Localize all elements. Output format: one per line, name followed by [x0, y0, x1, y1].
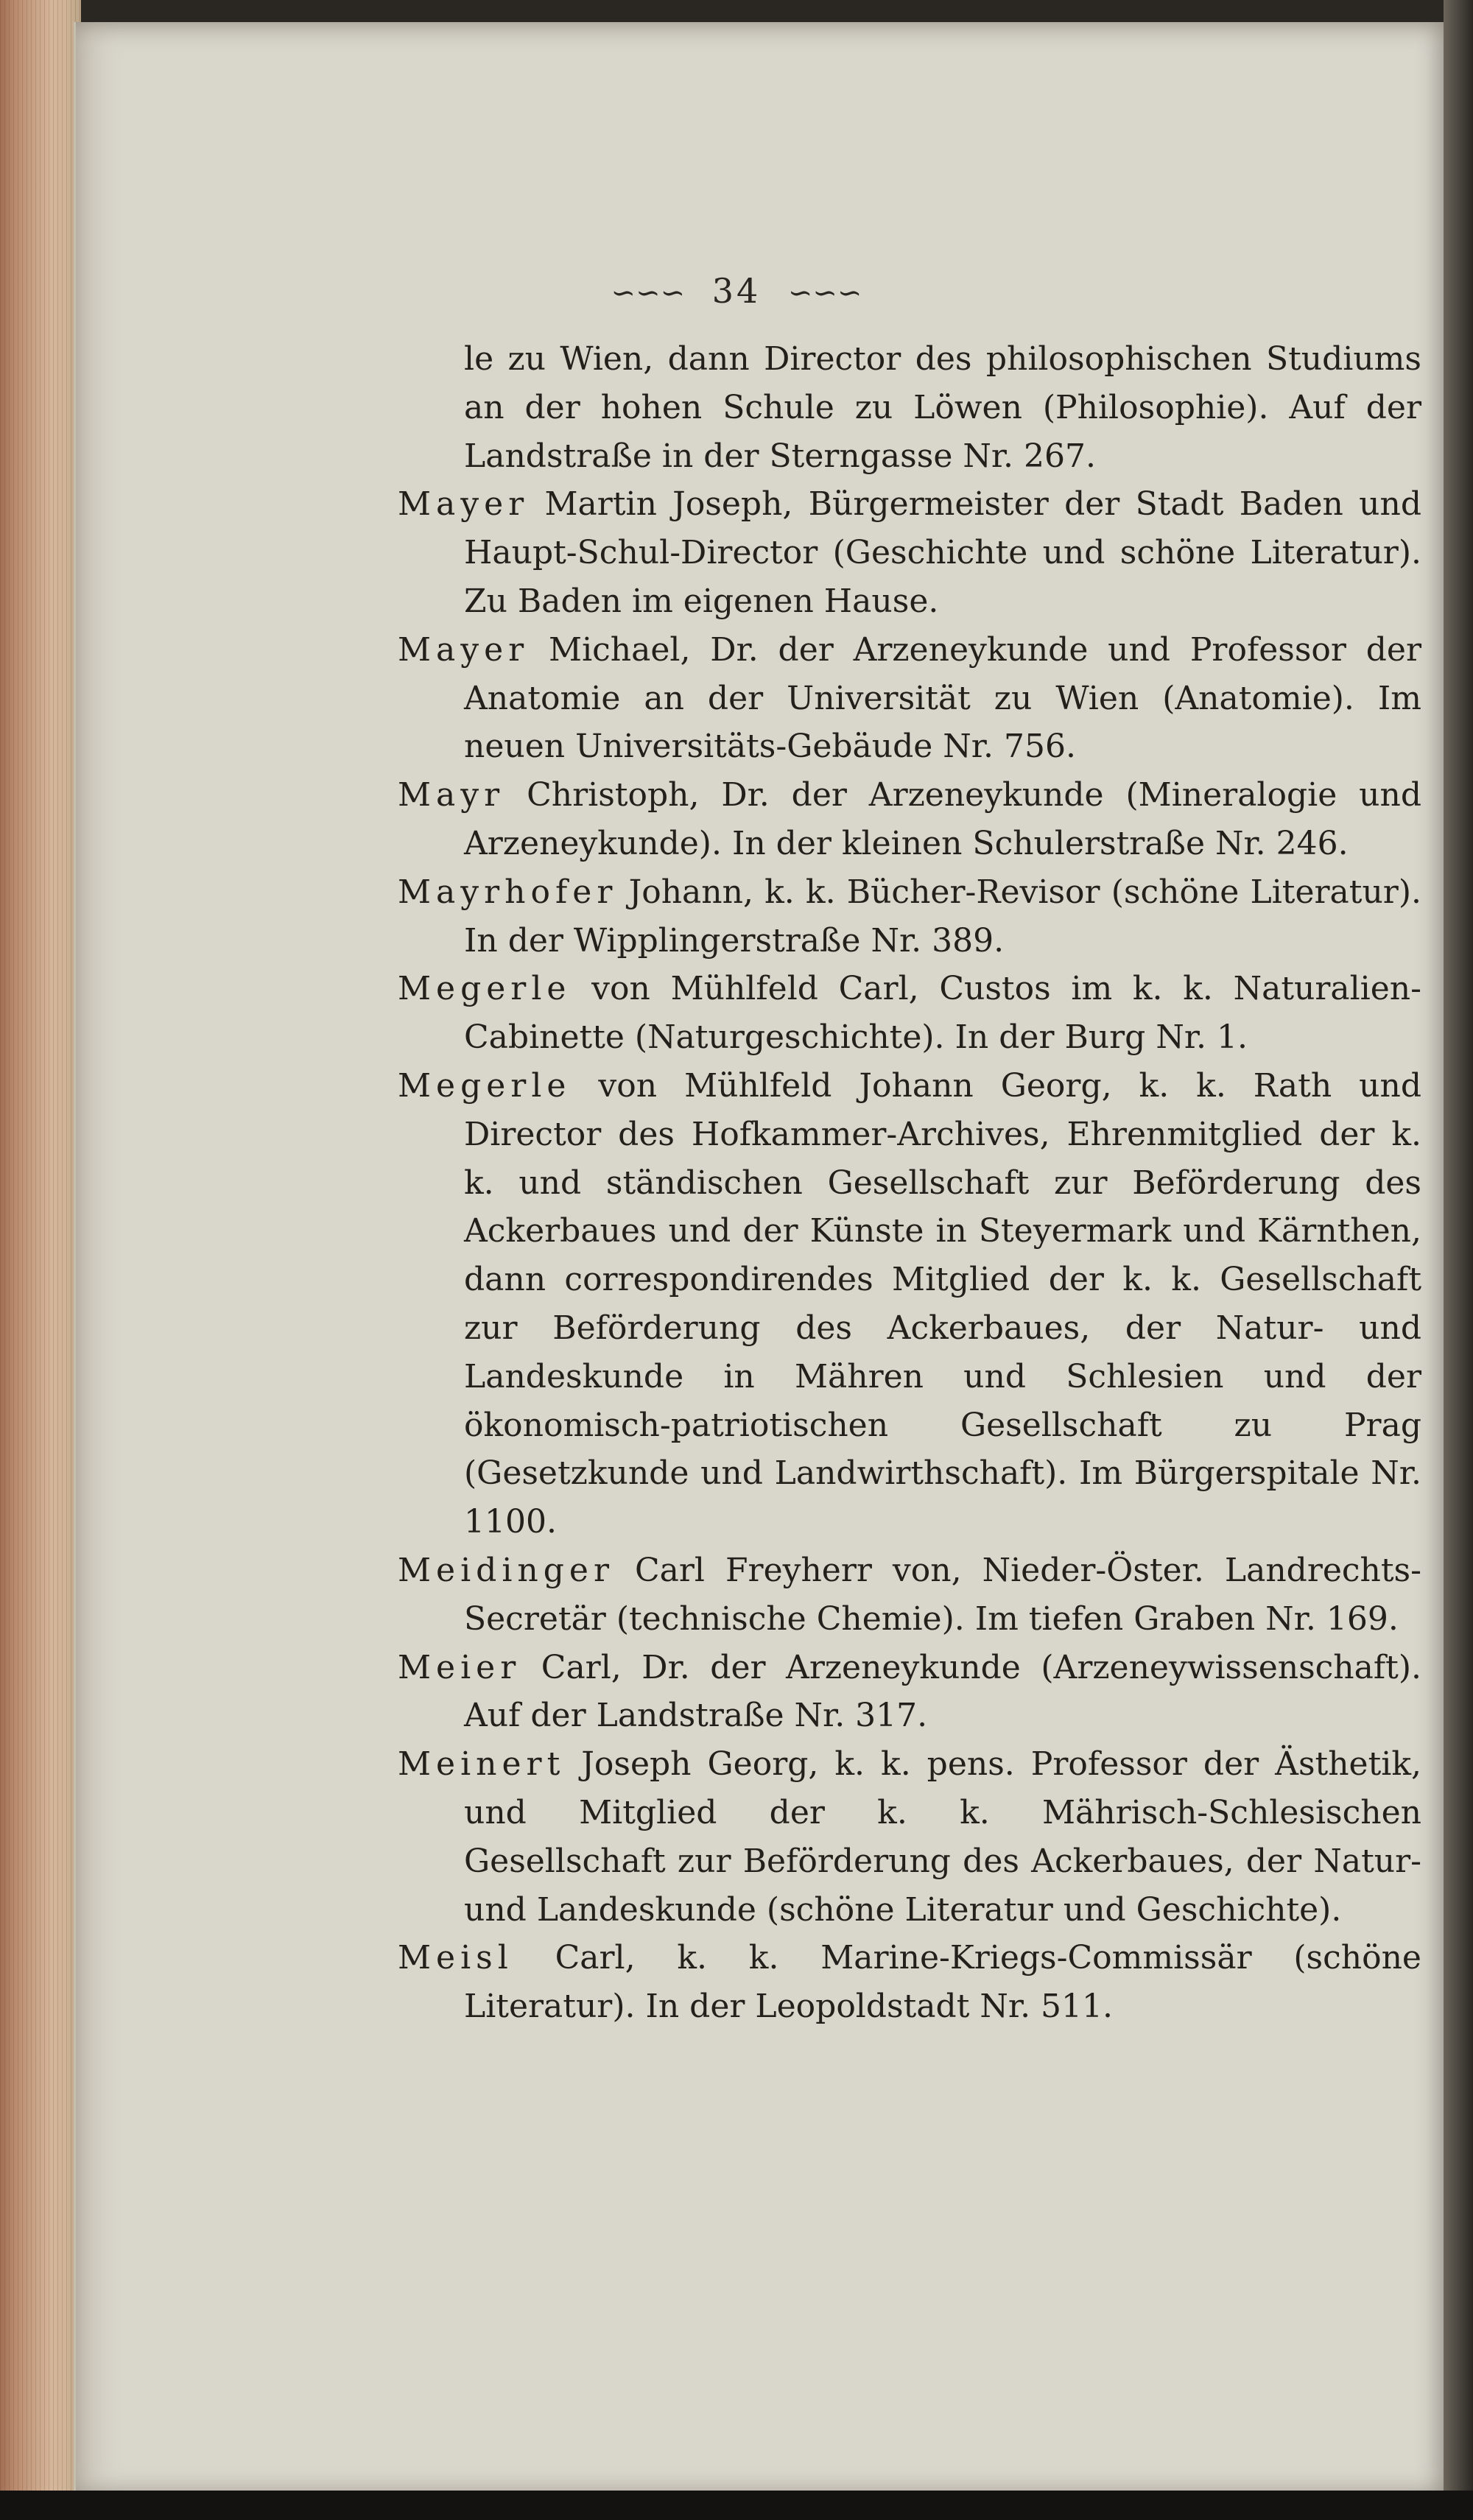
directory-text — [398, 335, 1421, 2031]
page-number: 34 — [711, 271, 762, 311]
scan-bottom-border — [0, 2491, 1473, 2520]
entry-text: Johann, k. k. Bücher-Revisor (schöne Literatur). In der Wipplingerstraße Nr. 389. — [464, 873, 1421, 960]
entry-surname: Meinert — [398, 1745, 566, 1784]
entry-text: Martin Joseph, Bürgermeister der Stadt Baden und Haupt-Schul-Director (Geschichte und schöne Literatur). Zu Baden im eigenen Hause. — [464, 485, 1421, 620]
entry-meisl — [398, 1934, 1421, 2031]
entry-mayer-martin — [398, 480, 1421, 625]
entry-surname: Meier — [398, 1648, 521, 1686]
entry-text: le zu Wien, dann Director des philosophischen Studiums an der hohen Schule zu Löwen (Philosophie). Auf der Landstraße in der Sterngasse Nr. 267. — [464, 340, 1421, 475]
entry-text: Michael, Dr. der Arzeneykunde und Professor der Anatomie an der Universität zu Wien (Anatomie). Im neuen Universitäts-Gebäude Nr. 756. — [464, 630, 1421, 766]
entry-surname: Mayer — [398, 485, 530, 524]
entry-text: Christoph, Dr. der Arzeneykunde (Mineralogie und Arzeneykunde). In der kleinen Schulerstraße Nr. 246. — [464, 776, 1421, 862]
entry-continuation — [398, 335, 1421, 480]
page-header — [0, 271, 1473, 311]
entry-text: Carl, Dr. der Arzeneykunde (Arzeneywissenschaft). Auf der Landstraße Nr. 317. — [464, 1648, 1421, 1735]
entry-meidinger — [398, 1546, 1421, 1644]
entry-text: Joseph Georg, k. k. pens. Professor der Ästhetik, und Mitglied der k. k. Mährisch-Schlesischen Gesellschaft zur Beförderung des Ackerbaues, der Natur- und Landeskunde (schöne Literatur und Geschichte). — [464, 1745, 1421, 1929]
entry-surname: Meisl — [398, 1939, 513, 1977]
entry-surname: Mayer — [398, 630, 530, 669]
header-ornament-left: ∽∽∽ — [611, 276, 686, 310]
entry-megerle-johann — [398, 1062, 1421, 1546]
entry-text: von Mühlfeld Carl, Custos im k. k. Naturalien-Cabinette (Naturgeschichte). In der Burg Nr. 1. — [464, 970, 1421, 1057]
entry-meinert — [398, 1740, 1421, 1934]
entry-megerle-carl — [398, 965, 1421, 1062]
entry-mayer-michael — [398, 626, 1421, 771]
entry-mayrhofer — [398, 868, 1421, 965]
entry-surname: Mayr — [398, 776, 505, 814]
entry-text: Carl Freyherr von, Nieder-Öster. Landrechts-Secretär (technische Chemie). Im tiefen Graben Nr. 169. — [464, 1551, 1421, 1638]
book-page-edges — [0, 0, 81, 2520]
header-ornament-right: ∽∽∽ — [787, 276, 862, 310]
entry-surname: Mayrhofer — [398, 873, 618, 911]
entry-meier — [398, 1644, 1421, 1741]
entry-surname: Megerle — [398, 1066, 572, 1105]
entry-text: von Mühlfeld Johann Georg, k. k. Rath und Director des Hofkammer-Archives, Ehrenmitglied der k. k. und ständischen Gesellschaft zur Beförderung des Ackerbaues und der Künste in Steyermark und Kärnthen, dann correspondirendes Mitglied der k. k. Gesellschaft zur Beförderung des Ackerbaues, der Natur- und Landeskunde in Mähren und Schlesien und der ökonomisch-patriotischen Gesellschaft zu Prag (Gesetzkunde und Landwirthschaft). Im Bürgerspitale Nr. 1100. — [464, 1066, 1421, 1541]
entry-mayr — [398, 771, 1421, 868]
entry-surname: Meidinger — [398, 1551, 614, 1589]
entry-surname: Megerle — [398, 970, 572, 1008]
right-page-edge — [1444, 0, 1473, 2520]
entry-text: Carl, k. k. Marine-Kriegs-Commissär (schöne Literatur). In der Leopoldstadt Nr. 511. — [464, 1939, 1421, 2026]
